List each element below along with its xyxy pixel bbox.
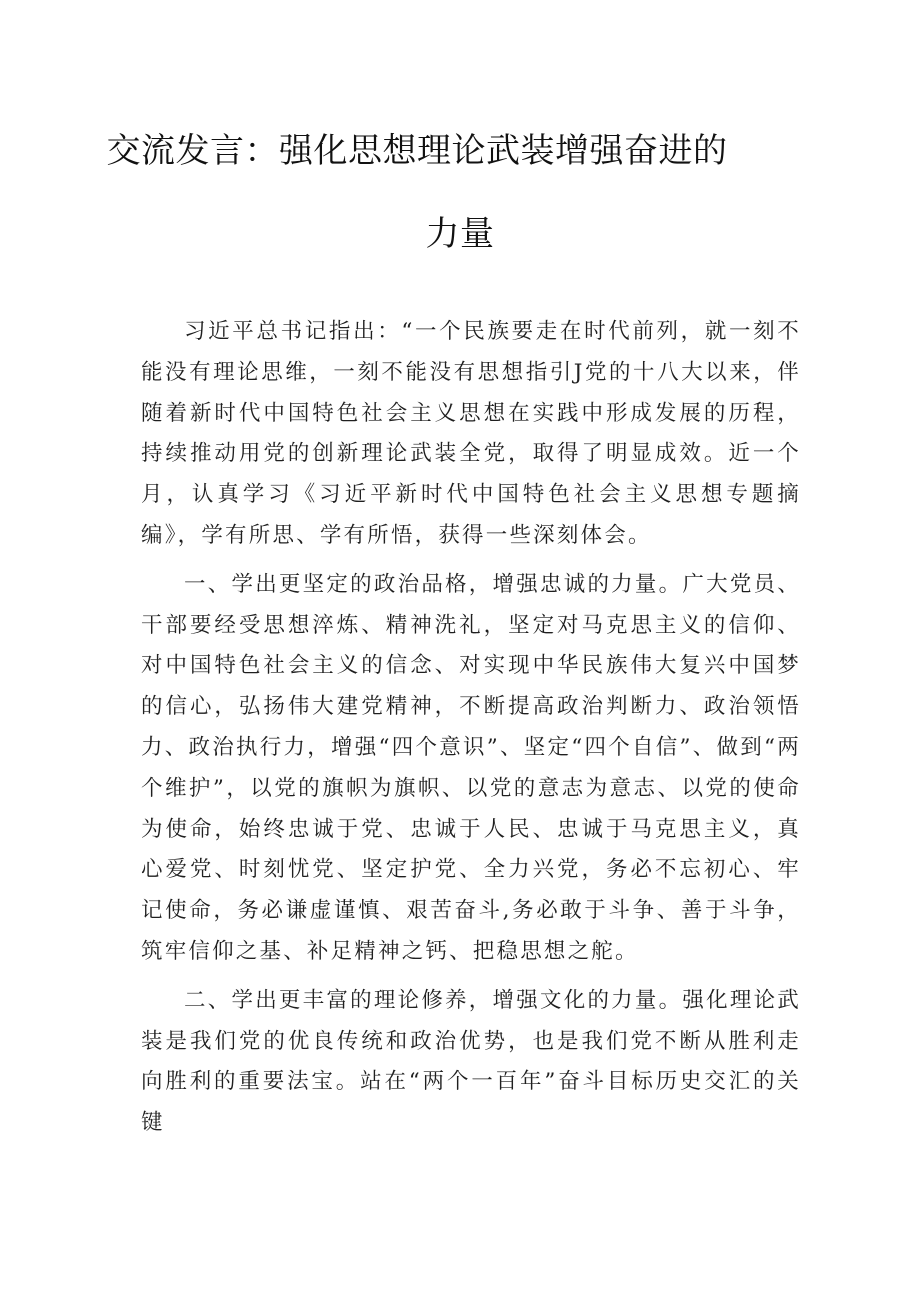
paragraph-section-1: 一、学出更坚定的政治品格，增强忠诚的力量。广大党员、干部要经受思想淬炼、精神洗礼，坚定对马克思主义的信仰、对中国特色社会主义的信念、对实现中华民族伟大复兴中国梦的信心，弘扬伟大建党精神，不断提高政治判断力、政治领悟力、政治执行力，增强“四个意识”、坚定“四个自信”、做到“两个维护”，以党的旗帜为旗帜、以党的意志为意志、以党的使命为使命，始终忠诚于党、忠诚于人民、忠诚于马克思主义，真心爱党、时刻忧党、坚定护党、全力兴党，务必不忘初心、牢记使命，务必谦虚谨慎、艰苦奋斗,务必敢于斗争、善于斗争，筑牢信仰之基、补足精神之钙、把稳思想之舵。 [141,571,801,964]
paragraph-section-2: 二、学出更丰富的理论修养，增强文化的力量。强化理论武装是我们党的优良传统和政治优势，也是我们党不断从胜利走向胜利的重要法宝。站在“两个一百年”奋斗目标历史交汇的关键 [141,987,801,1136]
paragraph-intro: 习近平总书记指出：“一个民族要走在时代前列，就一刻不能没有理论思维，一刻不能没有思想指引J党的十八大以来，伴随着新时代中国特色社会主义思想在实践中形成发展的历程，持续推动用党的创新理论武装全党，取得了明显成效。近一个月，认真学习《习近平新时代中国特色社会主义思想专题摘编》，学有所思、学有所悟，获得一些深刻体会。 [141,319,801,548]
document-title-line-2: 力量 [425,214,495,254]
document-body [141,312,801,1144]
document-title-line-1: 交流发言：强化思想理论武装增强奋进的 [106,131,728,171]
